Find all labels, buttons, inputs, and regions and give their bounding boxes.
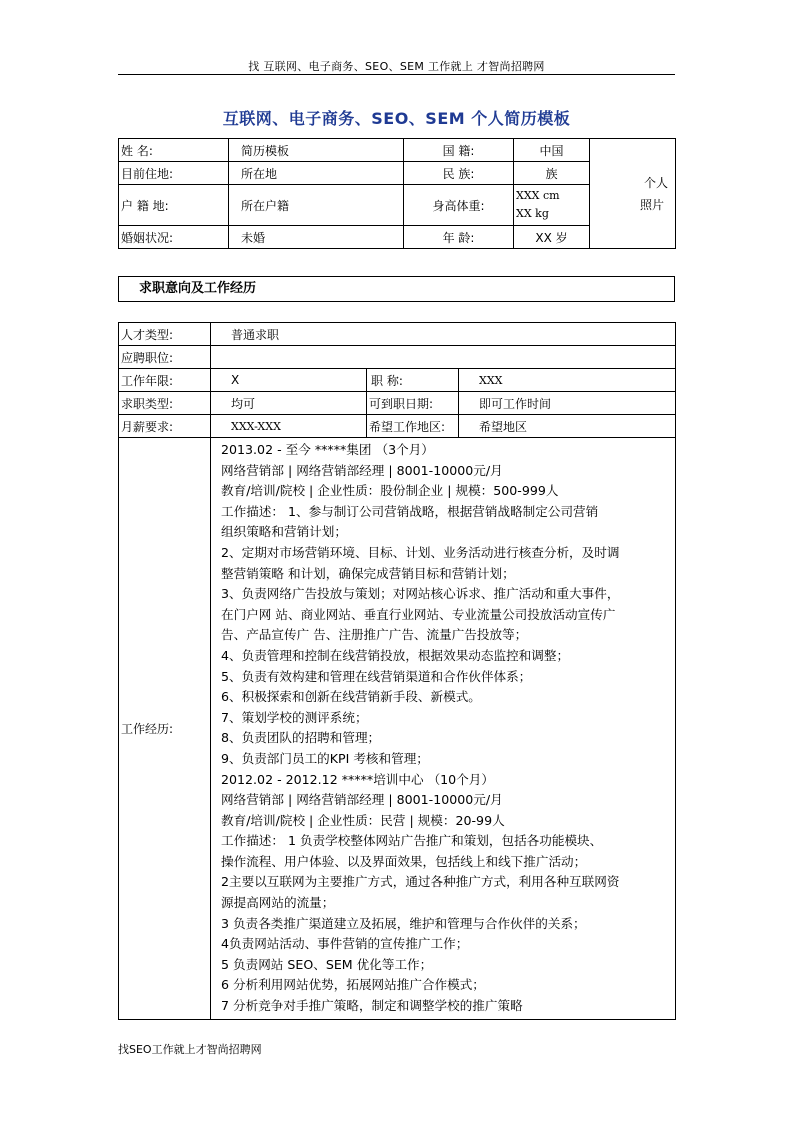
experience-line: 教育/培训/院校 | 企业性质：民营 | 规模：20-99人	[221, 812, 505, 828]
basic-info-table	[118, 138, 676, 249]
experience-line: 7 分析竞争对手推广策略，制定和调整学校的推广策略	[221, 998, 523, 1014]
experience-line: 3 负责各类推广渠道建立及拓展，维护和管理与合作伙伴的关系；	[221, 915, 586, 931]
experience-line: 5 负责网站 SEO、SEM 优化等工作；	[221, 956, 433, 972]
page-header: 找 互联网、电子商务、SEO、SEM 工作就上 才智尚招聘网	[248, 60, 545, 73]
talent-type-value: 普通求职	[211, 323, 676, 346]
position-value	[211, 346, 676, 369]
experience-line: 告、产品宣传广 告、注册推广广告、流量广告投放等；	[221, 627, 528, 643]
experience-line: 源提高网站的流量；	[221, 895, 335, 911]
height-value: XXX cm	[516, 189, 560, 202]
experience-line: 整营销策略 和计划，确保完成营销目标和营销计划；	[221, 565, 515, 581]
height-weight-label: 身高体重:	[404, 185, 514, 226]
experience-line: 操作流程、用户体验、以及界面效果，包括线上和线下推广活动；	[221, 853, 587, 869]
experience-line: 2主要以互联网为主要推广方式，通过各种推广方式，利用各种互联网资	[221, 874, 620, 890]
title-value: XXX	[459, 369, 676, 392]
title-label: 职 称:	[367, 369, 459, 392]
talent-type-label: 人才类型:	[119, 323, 211, 346]
hukou-label: 户 籍 地:	[119, 185, 229, 226]
photo-label-line2: 照片	[640, 197, 665, 212]
experience-line: 2013.02 - 至今 *****集团 （3个月）	[221, 442, 434, 457]
experience-label: 工作经历:	[119, 438, 211, 1020]
experience-line: 8、负责团队的招聘和管理；	[221, 730, 381, 746]
experience-line: 教育/培训/院校 | 企业性质：股份制企业 | 规模：500-999人	[221, 483, 559, 499]
available-value: 即可工作时间	[459, 392, 676, 415]
ethnicity-label: 民 族:	[404, 162, 514, 185]
photo-placeholder	[590, 139, 676, 249]
experience-line: 6、积极探索和创新在线营销新手段、新模式。	[221, 689, 481, 705]
hukou-value: 所在户籍	[229, 185, 404, 226]
marital-label: 婚姻状况:	[119, 226, 229, 249]
available-label: 可到职日期:	[367, 392, 459, 415]
section-heading	[118, 276, 675, 302]
region-value: 希望地区	[459, 415, 676, 438]
name-value: 简历模板	[229, 139, 404, 162]
experience-line: 工作描述： 1、参与制订公司营销战略，根据营销战略制定公司营销	[221, 503, 599, 519]
experience-line: 9、负责部门员工的KPI 考核和管理；	[221, 750, 429, 766]
experience-line: 6 分析利用网站优势，拓展网站推广合作模式；	[221, 977, 485, 993]
experience-line: 2012.02 - 2012.12 *****培训中心 （10个月）	[221, 771, 494, 787]
experience-line: 在门户网 站、商业网站、垂直行业网站、专业流量公司投放活动宣传广	[221, 606, 616, 622]
section-title: 求职意向及工作经历	[139, 281, 257, 296]
experience-line: 网络营销部 | 网络营销部经理 | 8001-10000元/月	[221, 792, 503, 808]
experience-line: 2、定期对市场营销环境、目标、计划、业务活动进行核查分析，及时调	[221, 544, 620, 560]
salary-value: XXX-XXX	[211, 415, 367, 438]
photo-label-line1: 个人	[644, 175, 669, 190]
residence-label: 目前住地:	[119, 162, 229, 185]
age-value: XX 岁	[514, 226, 590, 249]
experience-line: 3、负责网络广告投放与策划；对网站核心诉求、推广活动和重大事件，	[221, 586, 620, 602]
years-value: X	[211, 369, 367, 392]
experience-line: 网络营销部 | 网络营销部经理 | 8001-10000元/月	[221, 462, 503, 478]
experience-line: 4负责网站活动、事件营销的宣传推广工作；	[221, 936, 469, 952]
job-type-label: 求职类型:	[119, 392, 211, 415]
experience-line: 7、策划学校的测评系统；	[221, 709, 368, 725]
age-label: 年 龄:	[404, 226, 514, 249]
years-label: 工作年限:	[119, 369, 211, 392]
name-label: 姓 名:	[119, 139, 229, 162]
nationality-label: 国 籍:	[404, 139, 514, 162]
position-label: 应聘职位:	[119, 346, 211, 369]
header-divider	[118, 74, 675, 75]
experience-line: 组织策略和营销计划；	[221, 524, 347, 540]
region-label: 希望工作地区:	[367, 415, 459, 438]
height-weight-value	[514, 185, 590, 226]
weight-value: XX kg	[516, 207, 549, 220]
experience-line: 5、负责有效构建和管理在线营销渠道和合作伙伴体系；	[221, 668, 532, 684]
job-type-value: 均可	[211, 392, 367, 415]
page-footer: 找SEO工作就上才智尚招聘网	[118, 1043, 262, 1056]
job-intention-table	[118, 322, 676, 1020]
residence-value: 所在地	[229, 162, 404, 185]
nationality-value: 中国	[514, 139, 590, 162]
ethnicity-value: 族	[514, 162, 590, 185]
salary-label: 月薪要求:	[119, 415, 211, 438]
experience-line: 工作描述： 1 负责学校整体网站广告推广和策划，包括各功能模块、	[221, 833, 603, 849]
experience-content	[211, 438, 676, 1020]
experience-line: 4、负责管理和控制在线营销投放，根据效果动态监控和调整；	[221, 647, 570, 663]
marital-value: 未婚	[229, 226, 404, 249]
document-title: 互联网、电子商务、SEO、SEM 个人简历模板	[222, 109, 571, 128]
